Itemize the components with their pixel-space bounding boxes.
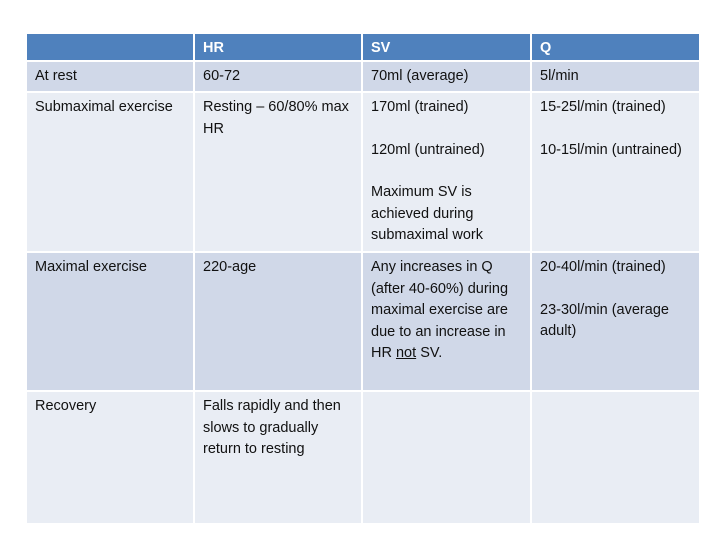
recovery-sv-cell <box>362 391 531 524</box>
maximal-q-cell <box>531 252 700 391</box>
q-untrained: 10-15l/min (untrained) <box>540 141 682 158</box>
q-trained: 15-25l/min (trained) <box>540 99 666 115</box>
sv-note-end: SV. <box>420 345 443 361</box>
sv-note-emphasis: not <box>395 345 417 361</box>
submaximal-hr-cell: Resting – 60/80% max HR <box>194 92 362 252</box>
table-row <box>26 391 700 524</box>
rest-hr-cell: 60-72 <box>194 61 362 92</box>
submaximal-q-cell <box>531 92 700 252</box>
row-label-submaximal: Submaximal exercise <box>26 92 194 252</box>
cardiac-response-table <box>25 32 701 525</box>
sv-trained: 170ml (trained) <box>371 99 469 115</box>
row-label-maximal: Maximal exercise <box>26 252 194 391</box>
q-trained: 20-40l/min (trained) <box>540 259 666 275</box>
rest-sv-cell: 70ml (average) <box>362 61 531 92</box>
table-row <box>26 252 700 391</box>
submaximal-sv-cell <box>362 92 531 252</box>
table-row <box>26 61 700 92</box>
row-label-recovery: Recovery <box>26 391 194 524</box>
header-row <box>26 33 700 61</box>
sv-note: Maximum SV is achieved during submaximal work <box>371 184 483 243</box>
header-blank <box>26 33 194 61</box>
maximal-hr-cell: 220-age <box>194 252 362 391</box>
recovery-hr-cell: Falls rapidly and then slows to gradually return to resting <box>194 391 362 524</box>
header-sv: SV <box>362 33 531 61</box>
header-q: Q <box>531 33 700 61</box>
q-average-adult: 23-30l/min (average adult) <box>540 301 669 339</box>
table-row <box>26 92 700 252</box>
row-label-rest: At rest <box>26 61 194 92</box>
header-hr: HR <box>194 33 362 61</box>
maximal-sv-cell <box>362 252 531 391</box>
rest-q-cell: 5l/min <box>531 61 700 92</box>
sv-untrained: 120ml (untrained) <box>371 141 485 158</box>
recovery-q-cell <box>531 391 700 524</box>
sv-note-text: Any increases in Q (after 40-60%) during maximal exercise are due to an increase in HR <box>371 259 509 361</box>
